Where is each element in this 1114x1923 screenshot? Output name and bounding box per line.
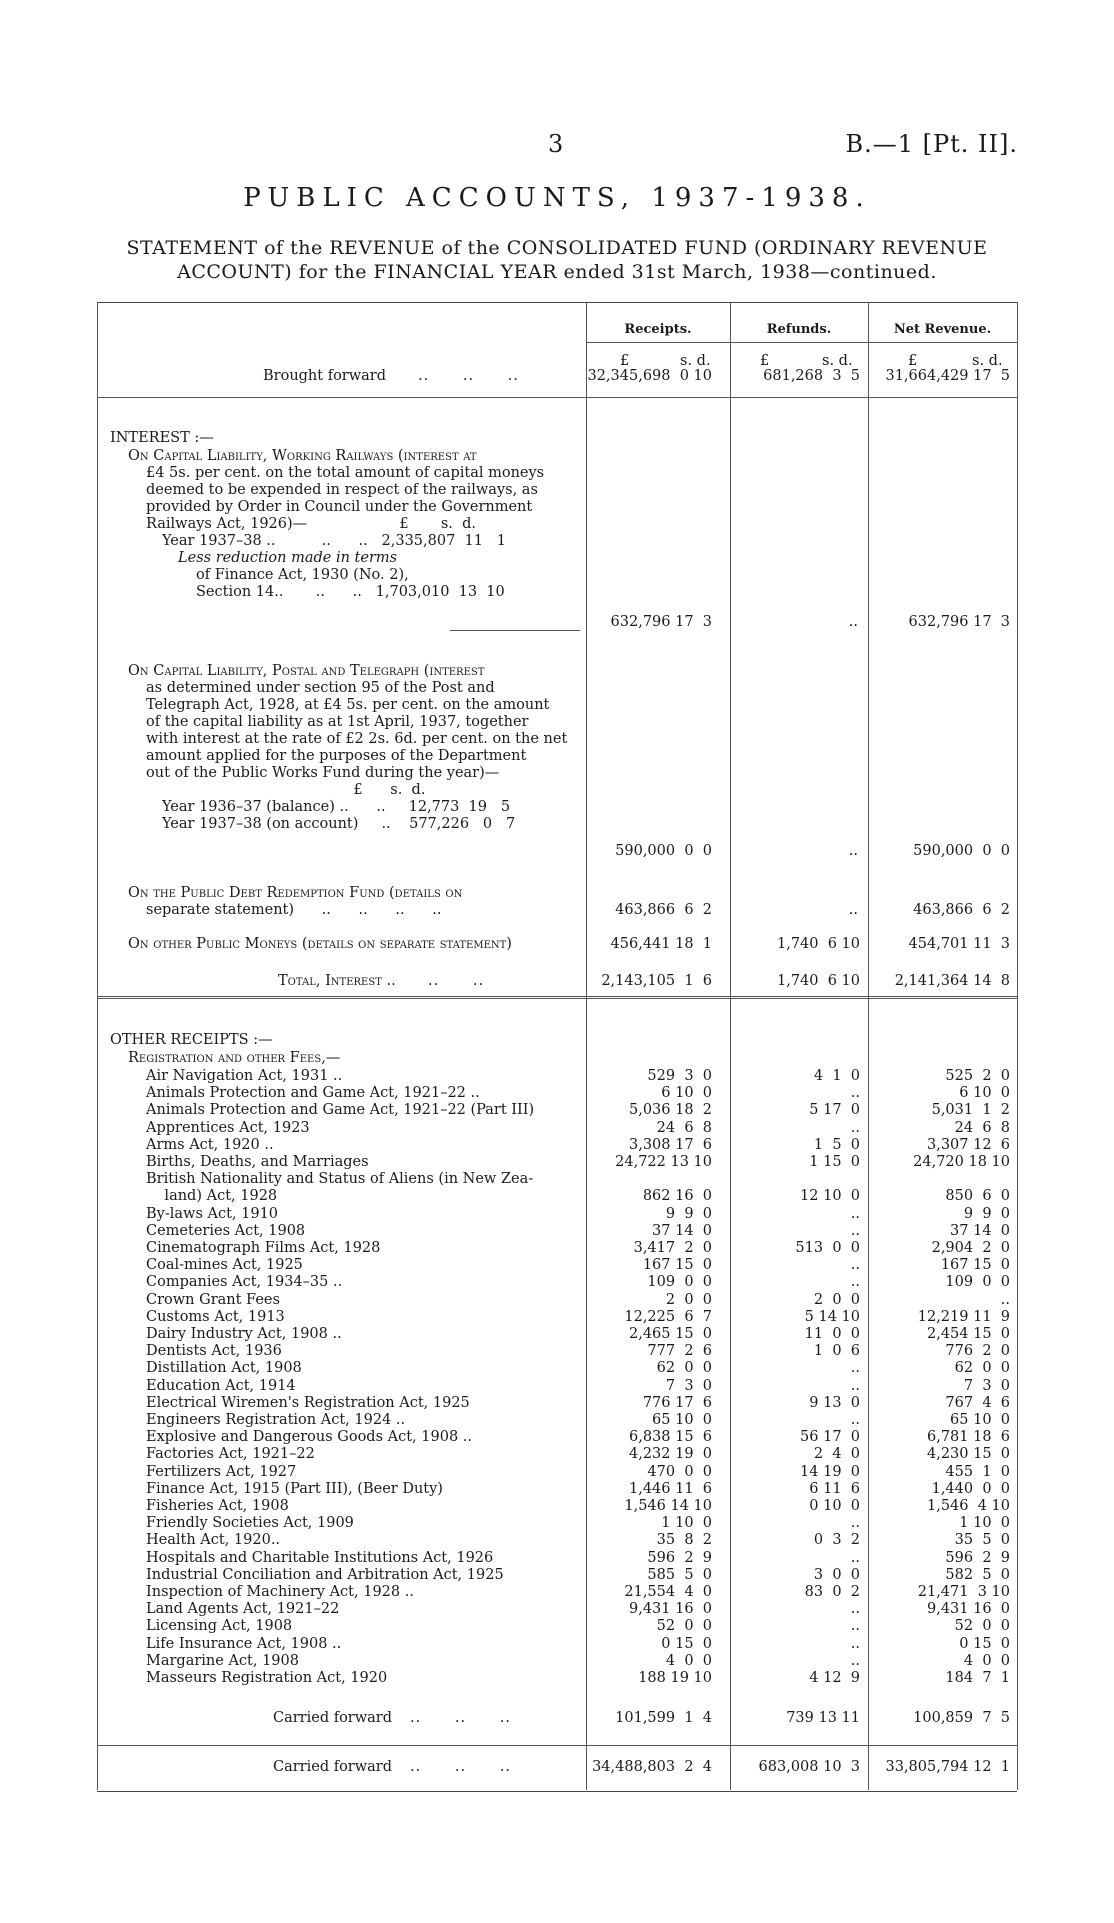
fee-item-receipts: 6 10 0 (661, 1085, 712, 1101)
fee-item-refunds: .. (850, 1653, 860, 1669)
fee-item-refunds: 5 14 10 (804, 1309, 860, 1325)
railways-sum-rule (450, 630, 580, 631)
fee-item-receipts: 167 15 0 (642, 1257, 712, 1273)
postal-line-6: amount applied for the purposes of the Department (146, 748, 527, 764)
table-border-left (97, 302, 98, 1790)
total-interest-receipts: 2,143,105 1 6 (601, 973, 712, 989)
fee-item-net: 167 15 0 (940, 1257, 1010, 1273)
fee-item-label: Finance Act, 1915 (Part III), (Beer Duty) (146, 1481, 443, 1497)
fee-item-net: 0 15 0 (959, 1636, 1010, 1652)
fee-item-receipts: 52 0 0 (656, 1618, 712, 1634)
fee-item-receipts: 188 19 10 (638, 1670, 712, 1686)
carried-forward-total-label: Carried forward (273, 1759, 393, 1775)
fee-item-refunds: 1 5 0 (813, 1137, 860, 1153)
fee-item-refunds: .. (850, 1223, 860, 1239)
carried-forward-total-net: 33,805,794 12 1 (885, 1759, 1010, 1775)
fee-item-label: Dairy Industry Act, 1908 .. (146, 1326, 342, 1342)
carried-forward-sub-label: Carried forward (273, 1710, 393, 1726)
railways-net: 632,796 17 3 (908, 614, 1010, 630)
refunds-sd-unit: s. d. (822, 353, 853, 369)
fee-item-receipts: 1,446 11 6 (628, 1481, 712, 1497)
fee-item-refunds: 12 10 0 (800, 1188, 860, 1204)
fee-item-refunds: 14 19 0 (800, 1464, 860, 1480)
fee-item-label: Customs Act, 1913 (146, 1309, 285, 1325)
fee-item-receipts: 1,546 14 10 (624, 1498, 712, 1514)
fee-item-label: Animals Protection and Game Act, 1921–22 (Part III) (146, 1102, 535, 1118)
carried-forward-total-refunds: 683,008 10 3 (758, 1759, 860, 1775)
fee-item-refunds: 11 0 0 (804, 1326, 860, 1342)
fee-item-label: Animals Protection and Game Act, 1921–22 .. (146, 1085, 480, 1101)
fee-item-refunds: .. (850, 1636, 860, 1652)
brought-forward-net: 31,664,429 17 5 (885, 368, 1010, 384)
railways-line-2: £4 5s. per cent. on the total amount of capital moneys (146, 465, 545, 481)
fee-item-receipts: 9 9 0 (665, 1206, 712, 1222)
fee-item-receipts: 776 17 6 (642, 1395, 712, 1411)
fee-item-net: 767 4 6 (945, 1395, 1010, 1411)
fee-item-receipts: 9,431 16 0 (628, 1601, 712, 1617)
postal-line-4: of the capital liability as at 1st April, 1937, together (146, 714, 529, 730)
fee-item-label: Life Insurance Act, 1908 .. (146, 1636, 342, 1652)
fee-item-net: 455 1 0 (945, 1464, 1010, 1480)
leader-dots: .. .. .. (418, 368, 519, 384)
other-moneys-receipts: 456,441 18 1 (610, 936, 712, 952)
fee-item-refunds: 4 12 9 (809, 1670, 860, 1686)
fee-item-net: 24 6 8 (954, 1120, 1010, 1136)
fee-item-receipts: 6,838 15 6 (628, 1429, 712, 1445)
fee-item-net: 2,904 2 0 (931, 1240, 1010, 1256)
fee-item-receipts: 7 3 0 (665, 1378, 712, 1394)
fee-item-net: 5,031 1 2 (931, 1102, 1010, 1118)
fee-item-label: Arms Act, 1920 .. (146, 1137, 274, 1153)
fee-item-refunds: 3 0 0 (813, 1567, 860, 1583)
column-header-rule (586, 342, 1017, 343)
total-interest-net: 2,141,364 14 8 (894, 973, 1010, 989)
fee-item-net: 1,440 0 0 (931, 1481, 1010, 1497)
fee-item-refunds: .. (850, 1515, 860, 1531)
total-interest-bottom-rule (97, 996, 1017, 997)
fee-item-receipts: 5,036 18 2 (628, 1102, 712, 1118)
total-interest-label: Total, Interest .. (278, 973, 396, 989)
postal-line-1: On Capital Liability, Postal and Telegraph (interest (128, 663, 485, 679)
fee-item-net: 4,230 15 0 (926, 1446, 1010, 1462)
carried-forward-sub-receipts: 101,599 1 4 (615, 1710, 712, 1726)
fee-item-net: 109 0 0 (945, 1274, 1010, 1290)
fee-item-refunds: .. (850, 1120, 860, 1136)
table-border-right (1017, 302, 1018, 1790)
fee-item-net: 37 14 0 (950, 1223, 1010, 1239)
railways-line-5: Railways Act, 1926)— £ s. d. (146, 516, 476, 532)
fee-item-label: Fertilizers Act, 1927 (146, 1464, 297, 1480)
fee-item-net: 62 0 0 (954, 1360, 1010, 1376)
subtitle-line-1: STATEMENT of the REVENUE of the CONSOLIDATED FUND (ORDINARY REVENUE (126, 237, 988, 259)
fee-item-refunds: 4 1 0 (813, 1068, 860, 1084)
fee-item-refunds: 2 0 0 (813, 1292, 860, 1308)
fee-item-label: Crown Grant Fees (146, 1292, 280, 1308)
fee-item-receipts: 3,417 2 0 (633, 1240, 712, 1256)
fee-item-receipts: 35 8 2 (656, 1532, 712, 1548)
fee-item-net: 1,546 4 10 (926, 1498, 1010, 1514)
fee-item-receipts: 862 16 0 (642, 1188, 712, 1204)
fee-item-label: Explosive and Dangerous Goods Act, 1908 .. (146, 1429, 473, 1445)
fee-item-net: 776 2 0 (945, 1343, 1010, 1359)
fee-item-net: 596 2 9 (945, 1550, 1010, 1566)
fee-item-net: 6,781 18 6 (926, 1429, 1010, 1445)
fee-item-label: Friendly Societies Act, 1909 (146, 1515, 354, 1531)
fee-item-receipts: 3,308 17 6 (628, 1137, 712, 1153)
railways-receipts: 632,796 17 3 (610, 614, 712, 630)
other-moneys-label: On other Public Moneys (details on separate statement) (128, 936, 512, 952)
fee-item-net: 184 7 1 (945, 1670, 1010, 1686)
fee-item-refunds: 56 17 0 (800, 1429, 860, 1445)
postal-net: 590,000 0 0 (913, 843, 1010, 859)
fee-item-net: 1 10 0 (959, 1515, 1010, 1531)
fee-item-receipts: 4,232 19 0 (628, 1446, 712, 1462)
fee-item-refunds: 83 0 2 (804, 1584, 860, 1600)
total-interest-refunds: 1,740 6 10 (776, 973, 860, 989)
fee-item-refunds: 5 17 0 (809, 1102, 860, 1118)
debt-redemption-line-1: On the Public Debt Redemption Fund (details on (128, 885, 463, 901)
fee-item-refunds: 2 4 0 (813, 1446, 860, 1462)
railways-line-4: provided by Order in Council under the Government (146, 499, 533, 515)
fee-item-label: By-laws Act, 1910 (146, 1206, 279, 1222)
postal-line-9: Year 1936–37 (balance) .. .. 12,773 19 5 (162, 799, 511, 815)
brought-forward-receipts: 32,345,698 0 10 (587, 368, 712, 384)
fee-item-refunds: 513 0 0 (795, 1240, 860, 1256)
fee-item-net: 2,454 15 0 (926, 1326, 1010, 1342)
fee-item-receipts: 596 2 9 (647, 1550, 712, 1566)
other-moneys-refunds: 1,740 6 10 (776, 936, 860, 952)
fee-item-refunds: 0 10 0 (809, 1498, 860, 1514)
fee-item-label: Factories Act, 1921–22 (146, 1446, 315, 1462)
fee-item-label: Inspection of Machinery Act, 1928 .. (146, 1584, 414, 1600)
postal-receipts: 590,000 0 0 (615, 843, 712, 859)
statement-subtitle (110, 236, 1004, 284)
fee-item-label: land) Act, 1928 (146, 1188, 278, 1204)
receipts-pound-unit: £ (620, 353, 630, 369)
fee-item-receipts: 529 3 0 (647, 1068, 712, 1084)
brought-forward-label: Brought forward (263, 368, 387, 384)
leader-dots: .. .. (428, 973, 485, 989)
fee-item-receipts: 585 5 0 (647, 1567, 712, 1583)
postal-line-8: £ s. d. (146, 782, 426, 798)
net-column-divider (868, 302, 869, 1790)
net-sd-unit: s. d. (972, 353, 1003, 369)
receipts-header: Receipts. (624, 322, 692, 337)
fee-item-net: 850 6 0 (945, 1188, 1010, 1204)
other-moneys-net: 454,701 11 3 (908, 936, 1010, 952)
fee-item-refunds: 1 0 6 (813, 1343, 860, 1359)
fee-item-label: Electrical Wiremen's Registration Act, 1925 (146, 1395, 470, 1411)
carried-forward-sub-refunds: 739 13 11 (786, 1710, 860, 1726)
railways-line-6: Year 1937–38 .. .. .. 2,335,807 11 1 (162, 533, 507, 549)
carried-forward-total-receipts: 34,488,803 2 4 (592, 1759, 712, 1775)
fee-item-label: Air Navigation Act, 1931 .. (146, 1068, 343, 1084)
fee-item-label: Industrial Conciliation and Arbitration Act, 1925 (146, 1567, 504, 1583)
refunds-column-divider (730, 302, 731, 1790)
receipts-sd-unit: s. d. (680, 353, 711, 369)
fee-item-net: 6 10 0 (959, 1085, 1010, 1101)
net-revenue-header: Net Revenue. (893, 322, 992, 337)
leader-dots: .. .. .. (410, 1759, 511, 1775)
fee-item-refunds: 1 15 0 (809, 1154, 860, 1170)
fee-item-refunds: .. (850, 1550, 860, 1566)
fee-item-receipts: 109 0 0 (647, 1274, 712, 1290)
fee-item-label: Companies Act, 1934–35 .. (146, 1274, 343, 1290)
fee-item-net: 3,307 12 6 (926, 1137, 1010, 1153)
fee-item-receipts: 24,722 13 10 (615, 1154, 712, 1170)
fee-item-receipts: 1 10 0 (661, 1515, 712, 1531)
railways-line-9: Section 14.. .. .. 1,703,010 13 10 (196, 584, 505, 600)
fee-item-receipts: 65 10 0 (652, 1412, 712, 1428)
fee-item-label: Distillation Act, 1908 (146, 1360, 302, 1376)
fee-item-label: Licensing Act, 1908 (146, 1618, 293, 1634)
fee-item-net: 21,471 3 10 (917, 1584, 1010, 1600)
postal-line-2: as determined under section 95 of the Post and (146, 680, 495, 696)
fee-item-label: Cemeteries Act, 1908 (146, 1223, 306, 1239)
railways-refunds: .. (848, 614, 858, 630)
fee-item-label: Cinematograph Films Act, 1928 (146, 1240, 381, 1256)
railways-line-8: of Finance Act, 1930 (No. 2), (196, 567, 409, 583)
fee-item-net: 24,720 18 10 (913, 1154, 1010, 1170)
fee-item-label: Dentists Act, 1936 (146, 1343, 282, 1359)
fee-item-receipts: 37 14 0 (652, 1223, 712, 1239)
fee-item-receipts: 24 6 8 (656, 1120, 712, 1136)
subtitle-line-2: ACCOUNT) for the FINANCIAL YEAR ended 31st March, 1938—continued. (177, 261, 937, 283)
net-pound-unit: £ (908, 353, 918, 369)
fee-item-refunds: .. (850, 1257, 860, 1273)
fee-item-label: Health Act, 1920.. (146, 1532, 281, 1548)
other-receipts-heading: OTHER RECEIPTS :— (110, 1032, 273, 1048)
brought-forward-rule (97, 397, 1017, 398)
fee-item-net: .. (1000, 1292, 1010, 1308)
fee-item-net: 582 5 0 (945, 1567, 1010, 1583)
fee-item-receipts: 62 0 0 (656, 1360, 712, 1376)
fee-item-label: Masseurs Registration Act, 1920 (146, 1670, 388, 1686)
fee-item-receipts: 21,554 4 0 (624, 1584, 712, 1600)
fee-item-receipts: 777 2 6 (647, 1343, 712, 1359)
document-reference: B.—1 [Pt. II]. (845, 130, 1018, 158)
railways-line-7: Less reduction made in terms (178, 550, 398, 566)
railways-line-1: On Capital Liability, Working Railways (interest at (128, 448, 477, 464)
debt-redemption-net: 463,866 6 2 (913, 902, 1010, 918)
fee-item-refunds: .. (850, 1274, 860, 1290)
fee-item-net: 4 0 0 (963, 1653, 1010, 1669)
carried-forward-rule (97, 1745, 1017, 1746)
fee-item-receipts: 470 0 0 (647, 1464, 712, 1480)
fee-item-label: Apprentices Act, 1923 (146, 1120, 310, 1136)
fee-item-refunds: 9 13 0 (809, 1395, 860, 1411)
fee-item-refunds: .. (850, 1412, 860, 1428)
fee-item-label: Education Act, 1914 (146, 1378, 296, 1394)
fee-item-net: 65 10 0 (950, 1412, 1010, 1428)
receipts-column-divider (586, 302, 587, 1790)
fee-item-label: Coal-mines Act, 1925 (146, 1257, 303, 1273)
fee-item-receipts: 2 0 0 (665, 1292, 712, 1308)
fee-item-refunds: .. (850, 1206, 860, 1222)
fee-item-label: Fisheries Act, 1908 (146, 1498, 289, 1514)
postal-line-7: out of the Public Works Fund during the year)— (146, 765, 500, 781)
railways-line-3: deemed to be expended in respect of the railways, as (146, 482, 538, 498)
fee-item-label: Margarine Act, 1908 (146, 1653, 299, 1669)
fee-item-receipts: 4 0 0 (665, 1653, 712, 1669)
fee-item-net: 12,219 11 9 (917, 1309, 1010, 1325)
fee-item-label: Hospitals and Charitable Institutions Act, 1926 (146, 1550, 494, 1566)
fee-item-net: 7 3 0 (963, 1378, 1010, 1394)
postal-refunds: .. (848, 843, 858, 859)
fee-item-label: Births, Deaths, and Marriages (146, 1154, 369, 1170)
debt-redemption-receipts: 463,866 6 2 (615, 902, 712, 918)
registration-heading: Registration and other Fees,— (128, 1050, 341, 1066)
fee-item-label: Engineers Registration Act, 1924 .. (146, 1412, 406, 1428)
postal-line-10: Year 1937–38 (on account) .. 577,226 0 7 (162, 816, 516, 832)
fee-item-refunds: .. (850, 1360, 860, 1376)
page-title: PUBLIC ACCOUNTS, 1937-1938. (243, 183, 871, 213)
carried-forward-sub-net: 100,859 7 5 (913, 1710, 1010, 1726)
fee-item-receipts: 12,225 6 7 (624, 1309, 712, 1325)
fee-item-label: British Nationality and Status of Aliens (in New Zea- (146, 1171, 534, 1187)
fee-item-refunds: .. (850, 1085, 860, 1101)
fee-item-net: 9,431 16 0 (926, 1601, 1010, 1617)
fee-item-refunds: 6 11 6 (809, 1481, 860, 1497)
interest-heading: INTEREST :— (110, 430, 214, 446)
refunds-header: Refunds. (766, 322, 832, 337)
total-interest-top-rule (97, 998, 1017, 999)
fee-item-net: 9 9 0 (963, 1206, 1010, 1222)
fee-item-refunds: .. (850, 1618, 860, 1634)
page-number: 3 (548, 130, 564, 158)
postal-line-3: Telegraph Act, 1928, at £4 5s. per cent. on the amount (146, 697, 550, 713)
fee-item-receipts: 0 15 0 (661, 1636, 712, 1652)
fee-item-refunds: 0 3 2 (813, 1532, 860, 1548)
fee-item-net: 35 5 0 (954, 1532, 1010, 1548)
fee-item-label: Land Agents Act, 1921–22 (146, 1601, 340, 1617)
fee-item-receipts: 2,465 15 0 (628, 1326, 712, 1342)
leader-dots: .. .. .. (410, 1710, 511, 1726)
postal-line-5: with interest at the rate of £2 2s. 6d. per cent. on the net (146, 731, 568, 747)
refunds-pound-unit: £ (760, 353, 770, 369)
debt-redemption-line-2: separate statement) .. .. .. .. (146, 902, 442, 918)
debt-redemption-refunds: .. (848, 902, 858, 918)
fee-item-net: 52 0 0 (954, 1618, 1010, 1634)
fee-item-refunds: .. (850, 1601, 860, 1617)
fee-item-refunds: .. (850, 1378, 860, 1394)
brought-forward-refunds: 681,268 3 5 (763, 368, 860, 384)
fee-item-net: 525 2 0 (945, 1068, 1010, 1084)
